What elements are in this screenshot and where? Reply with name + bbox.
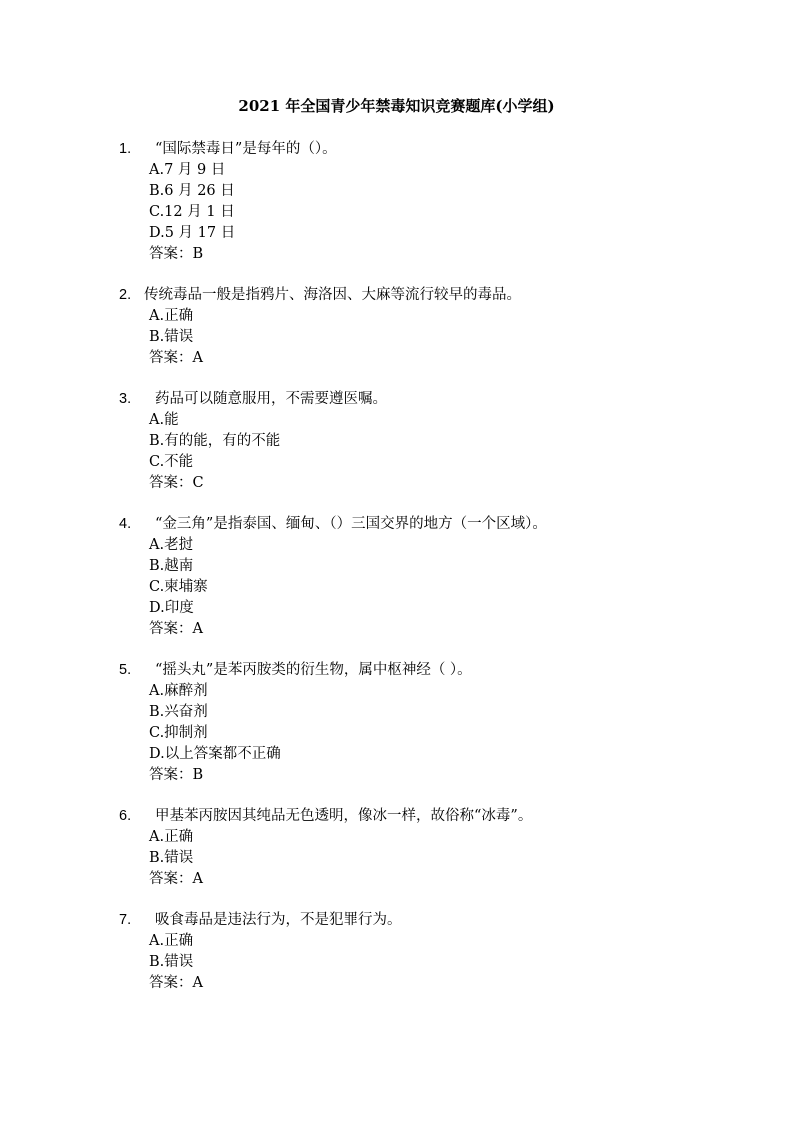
- question-text: 甲基苯丙胺因其纯品无色透明，像冰一样，故俗称“冰毒”。: [155, 808, 533, 824]
- question-number: 4.: [119, 516, 132, 532]
- option-a: A.正确: [149, 933, 194, 949]
- option-list: [149, 410, 739, 494]
- answer-text: 答案：A: [149, 621, 203, 637]
- question-text: “国际禁毒日”是每年的（）。: [155, 141, 337, 157]
- question-6: [119, 806, 739, 890]
- option-a: A.正确: [149, 829, 194, 845]
- question-4: [119, 514, 739, 640]
- question-stem: [119, 660, 739, 681]
- option-d: D.5 月 17 日: [149, 225, 236, 241]
- page-title: 2021 年全国青少年禁毒知识竞赛题库(小学组): [238, 97, 555, 115]
- option-c: C.不能: [149, 454, 194, 470]
- answer-text: 答案：A: [149, 871, 203, 887]
- option-a: A.老挝: [149, 537, 194, 553]
- question-text: “摇头丸”是苯丙胺类的衍生物，属中枢神经（ ）。: [155, 662, 472, 678]
- option-list: [149, 681, 739, 786]
- question-number: 7.: [119, 912, 132, 928]
- option-d: D.以上答案都不正确: [149, 746, 281, 762]
- option-c: C.抑制剂: [149, 725, 208, 741]
- option-list: [149, 827, 739, 890]
- option-b: B.越南: [149, 558, 194, 574]
- question-2: [119, 285, 739, 369]
- question-stem: [119, 910, 739, 931]
- question-1: [119, 139, 739, 265]
- question-number: 1.: [119, 141, 132, 157]
- option-b: B.错误: [149, 329, 194, 345]
- question-3: [119, 389, 739, 494]
- option-c: C.柬埔寨: [149, 579, 208, 595]
- option-b: B.有的能，有的不能: [149, 433, 281, 449]
- question-text: “金三角”是指泰国、缅甸、（）三国交界的地方（一个区域）。: [155, 516, 547, 532]
- question-stem: [119, 139, 739, 160]
- question-number: 5.: [119, 662, 132, 678]
- option-b: B.错误: [149, 850, 194, 866]
- question-stem: [119, 389, 739, 410]
- option-b: B.错误: [149, 954, 194, 970]
- question-text: 吸食毒品是违法行为，不是犯罪行为。: [155, 912, 402, 928]
- answer-text: 答案：B: [149, 246, 204, 262]
- question-list: [119, 139, 739, 1014]
- option-list: [149, 306, 739, 369]
- answer-text: 答案：B: [149, 767, 204, 783]
- option-list: [149, 931, 739, 994]
- question-stem: [119, 806, 739, 827]
- answer-text: 答案：C: [149, 475, 204, 491]
- option-a: A.麻醉剂: [149, 683, 208, 699]
- answer-text: 答案：A: [149, 350, 203, 366]
- option-b: B.兴奋剂: [149, 704, 208, 720]
- option-list: [149, 535, 739, 640]
- option-list: [149, 160, 739, 265]
- question-number: 6.: [119, 808, 132, 824]
- question-5: [119, 660, 739, 786]
- question-text: 药品可以随意服用，不需要遵医嘱。: [155, 391, 387, 407]
- question-stem: [119, 285, 739, 306]
- question-number: 2.: [119, 287, 132, 303]
- option-a: A.正确: [149, 308, 194, 324]
- option-a: A.7 月 9 日: [149, 162, 226, 178]
- question-7: [119, 910, 739, 994]
- option-d: D.印度: [149, 600, 194, 616]
- question-number: 3.: [119, 391, 132, 407]
- answer-text: 答案：A: [149, 975, 203, 991]
- question-stem: [119, 514, 739, 535]
- option-a: A.能: [149, 412, 179, 428]
- question-text: 传统毒品一般是指鸦片、海洛因、大麻等流行较早的毒品。: [144, 287, 521, 303]
- option-b: B.6 月 26 日: [149, 183, 235, 199]
- option-c: C.12 月 1 日: [149, 204, 235, 220]
